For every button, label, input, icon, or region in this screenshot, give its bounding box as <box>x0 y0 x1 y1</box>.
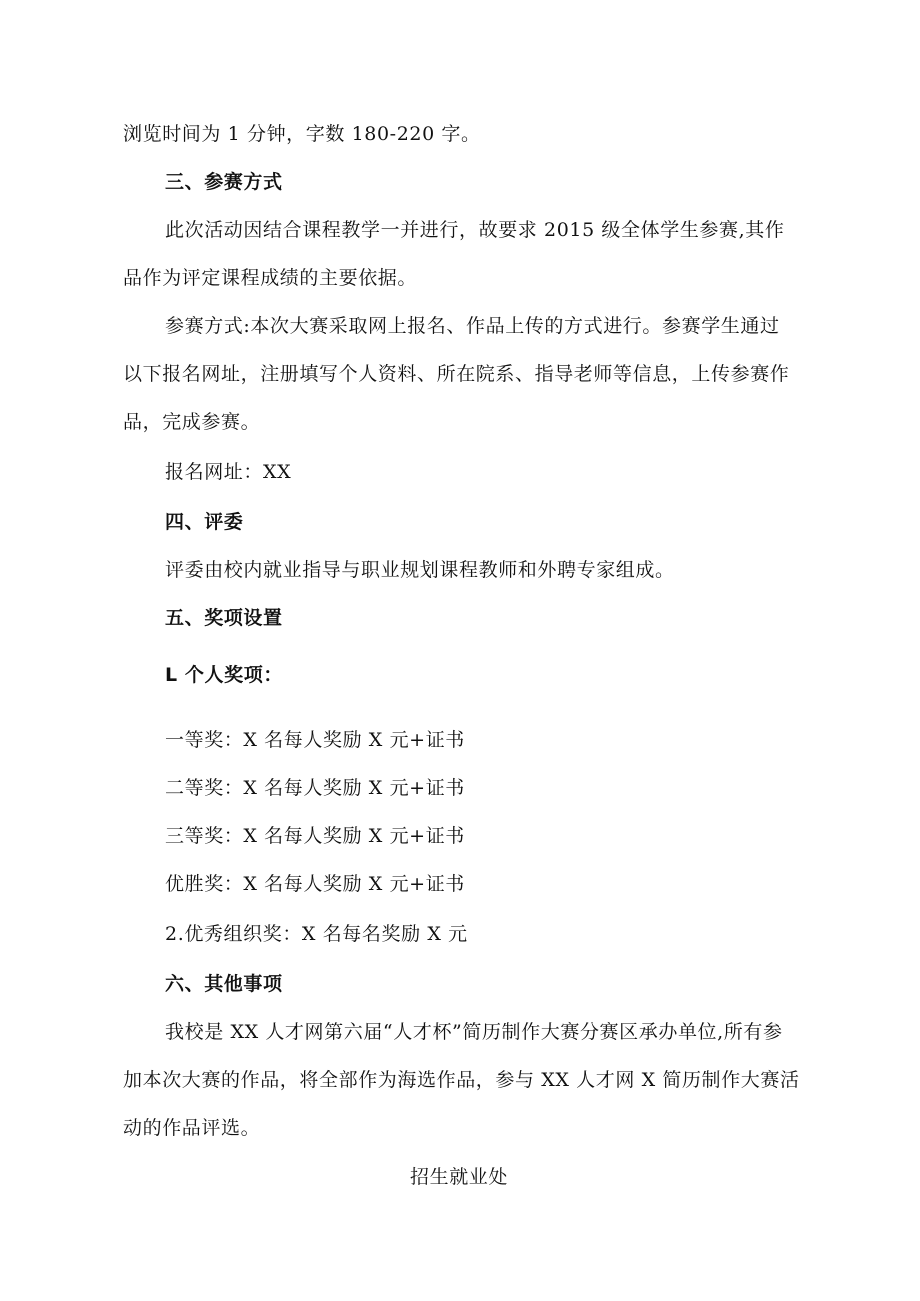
paragraph-5-line-1: 我校是 XX 人才网第六届“人才杯”简历制作大赛分赛区承办单位,所有参 <box>165 1021 783 1043</box>
paragraph-2-line-3: 品，完成参赛。 <box>123 411 261 433</box>
subheading-individual-awards: L 个人奖项： <box>165 664 283 686</box>
paragraph-1-line-1: 此次活动因结合课程教学一并进行，故要求 2015 级全体学生参赛,其作 <box>165 219 785 241</box>
paragraph-2-line-2: 以下报名网址，注册填写个人资料、所在院系、指导老师等信息，上传参赛作 <box>123 363 790 385</box>
paragraph-1-line-2: 品作为评定课程成绩的主要依据。 <box>123 267 418 289</box>
award-first: 一等奖：X 名每人奖励 X 元+证书 <box>165 729 465 751</box>
judges-paragraph: 评委由校内就业指导与职业规划课程教师和外聘专家组成。 <box>165 559 675 581</box>
section-heading-4: 四、评委 <box>165 511 244 533</box>
award-second: 二等奖：X 名每人奖励 X 元+证书 <box>165 777 465 799</box>
paragraph-5-line-2: 加本次大赛的作品，将全部作为海选作品，参与 XX 人才网 X 简历制作大赛活 <box>123 1069 800 1091</box>
award-third: 三等奖：X 名每人奖励 X 元+证书 <box>165 825 465 847</box>
text-line: 浏览时间为 1 分钟，字数 180-220 字。 <box>123 123 481 145</box>
section-heading-5: 五、奖项设置 <box>165 607 283 629</box>
section-heading-3: 三、参赛方式 <box>165 171 283 193</box>
section-heading-6: 六、其他事项 <box>165 973 283 995</box>
award-organization: 2.优秀组织奖：X 名每名奖励 X 元 <box>165 923 468 945</box>
award-merit: 优胜奖：X 名每人奖励 X 元+证书 <box>165 873 465 895</box>
registration-url: 报名网址：XX <box>165 461 292 483</box>
paragraph-2-line-1: 参赛方式:本次大赛采取网上报名、作品上传的方式进行。参赛学生通过 <box>165 315 780 337</box>
paragraph-5-line-3: 动的作品评选。 <box>123 1117 261 1139</box>
signature: 招生就业处 <box>410 1166 509 1188</box>
